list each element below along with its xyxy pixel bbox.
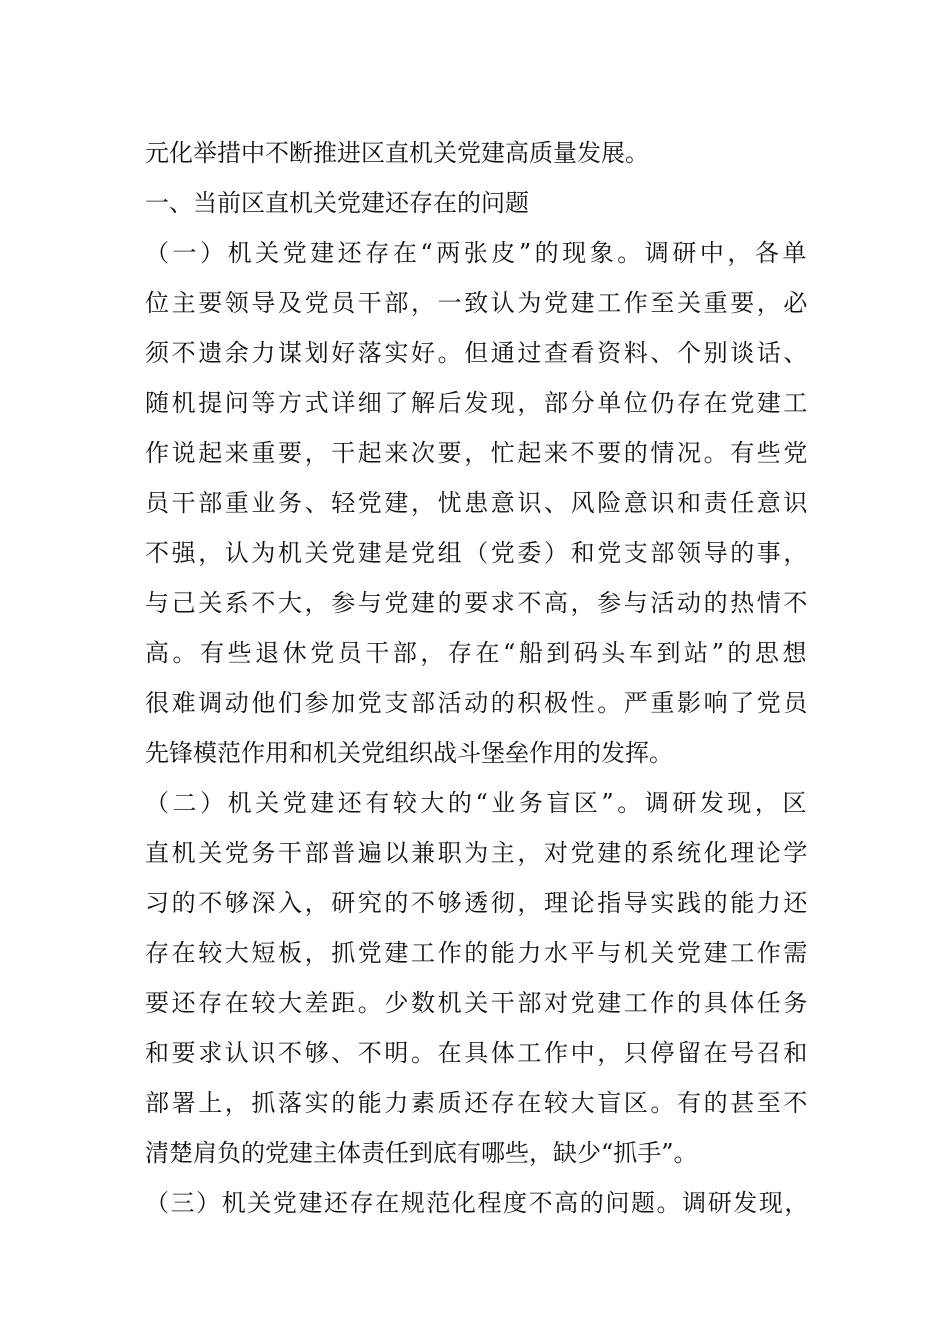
paragraph-line: 部署上，抓落实的能力素质还存在较大盲区。有的甚至不 <box>145 1089 810 1117</box>
paragraph-line: 随机提问等方式详细了解后发现，部分单位仍存在党建工 <box>145 389 810 417</box>
paragraph-line: 直机关党务干部普遍以兼职为主，对党建的系统化理论学 <box>145 839 810 867</box>
paragraph-line: 清楚肩负的党建主体责任到底有哪些，缺少“抓手”。 <box>145 1139 698 1167</box>
paragraph-line: 位主要领导及党员干部，一致认为党建工作至关重要，必 <box>145 289 810 317</box>
paragraph-line: 员干部重业务、轻党建，忧患意识、风险意识和责任意识 <box>145 489 810 517</box>
paragraph-line: 很难调动他们参加党支部活动的积极性。严重影响了党员 <box>145 689 810 717</box>
document-body <box>145 128 810 1228</box>
paragraph-line: （三）机关党建还存在规范化程度不高的问题。调研发现， <box>145 1189 810 1217</box>
paragraph-line: 高。有些退休党员干部，存在“船到码头车到站”的思想 <box>145 639 810 667</box>
paragraph-line: 习的不够深入，研究的不够透彻，理论指导实践的能力还 <box>145 889 810 917</box>
paragraph-line: 须不遗余力谋划好落实好。但通过查看资料、个别谈话、 <box>145 339 810 367</box>
paragraph-line: 作说起来重要，干起来次要，忙起来不要的情况。有些党 <box>145 439 810 467</box>
paragraph-line: 元化举措中不断推进区直机关党建高质量发展。 <box>145 139 649 167</box>
paragraph-line: 存在较大短板，抓党建工作的能力水平与机关党建工作需 <box>145 939 810 967</box>
paragraph-line: 先锋模范作用和机关党组织战斗堡垒作用的发挥。 <box>145 739 673 767</box>
paragraph-line: 和要求认识不够、不明。在具体工作中，只停留在号召和 <box>145 1039 810 1067</box>
paragraph-line: 要还存在较大差距。少数机关干部对党建工作的具体任务 <box>145 989 810 1017</box>
paragraph-line: （一）机关党建还存在“两张皮”的现象。调研中，各单 <box>145 239 810 267</box>
section-heading: 一、当前区直机关党建还存在的问题 <box>145 189 529 217</box>
paragraph-line: （二）机关党建还有较大的“业务盲区”。调研发现，区 <box>145 789 810 817</box>
paragraph-line: 与己关系不大，参与党建的要求不高，参与活动的热情不 <box>145 589 810 617</box>
paragraph-line: 不强，认为机关党建是党组（党委）和党支部领导的事， <box>145 539 810 567</box>
